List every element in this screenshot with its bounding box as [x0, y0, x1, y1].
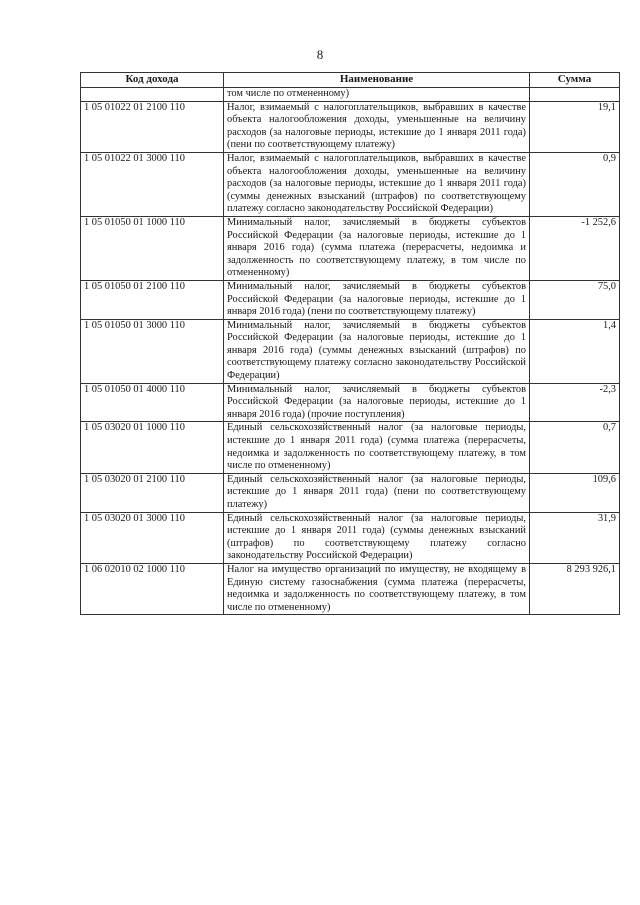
- cell-code: 1 06 02010 02 1000 110: [81, 563, 224, 614]
- cell-sum: 75,0: [530, 280, 620, 319]
- table-row: [81, 152, 620, 216]
- cell-code: 1 05 01050 01 2100 110: [81, 280, 224, 319]
- cell-name: Единый сельскохозяйственный налог (за налоговые периоды, истекшие до 1 января 2011 года) (пени по соответствующему платежу): [224, 473, 530, 512]
- cell-name: Минимальный налог, зачисляемый в бюджеты субъектов Российской Федерации (за налоговые периоды, истекшие до 1 января 2016 года) (сумма платежа (перерасчеты, недоимка и задолженность по соответствующему платежу, в том числе по отмененному): [224, 216, 530, 280]
- cell-sum: 0,9: [530, 152, 620, 216]
- cell-sum: -2,3: [530, 383, 620, 422]
- table-row: [81, 563, 620, 614]
- header-sum: Сумма: [530, 73, 620, 88]
- cell-sum: [530, 88, 620, 102]
- cell-name: Единый сельскохозяйственный налог (за налоговые периоды, истекшие до 1 января 2011 года) (суммы денежных взысканий (штрафов) по соответствующему платежу согласно законодательству Российской Федерации): [224, 512, 530, 563]
- table-header-row: [81, 73, 620, 88]
- cell-code: 1 05 01022 01 3000 110: [81, 152, 224, 216]
- cell-code: 1 05 03020 01 3000 110: [81, 512, 224, 563]
- cell-code: 1 05 01050 01 4000 110: [81, 383, 224, 422]
- cell-name: Единый сельскохозяйственный налог (за налоговые периоды, истекшие до 1 января 2011 года) (сумма платежа (перерасчеты, недоимка и задолженность по соответствующему платежу, в том числе по отмененному): [224, 422, 530, 473]
- cell-sum: 0,7: [530, 422, 620, 473]
- cell-name: Налог, взимаемый с налогоплательщиков, выбравших в качестве объекта налогообложения доходы, уменьшенные на величину расходов (за налоговые периоды, истекшие до 1 января 2011 года) (суммы денежных взысканий (штрафов) по соответствующему платежу согласно законодательству Российской Федерации): [224, 152, 530, 216]
- cell-code: 1 05 03020 01 1000 110: [81, 422, 224, 473]
- table-row: [81, 280, 620, 319]
- table-row: [81, 422, 620, 473]
- cell-sum: 109,6: [530, 473, 620, 512]
- header-name: Наименование: [224, 73, 530, 88]
- cell-sum: 8 293 926,1: [530, 563, 620, 614]
- table-row: [81, 216, 620, 280]
- header-code: Код дохода: [81, 73, 224, 88]
- cell-code: 1 05 03020 01 2100 110: [81, 473, 224, 512]
- cell-code: 1 05 01022 01 2100 110: [81, 101, 224, 152]
- cell-name: Минимальный налог, зачисляемый в бюджеты субъектов Российской Федерации (за налоговые периоды, истекшие до 1 января 2016 года) (прочие поступления): [224, 383, 530, 422]
- cell-code: 1 05 01050 01 3000 110: [81, 319, 224, 383]
- cell-name: Налог на имущество организаций по имуществу, не входящему в Единую систему газоснабжения (сумма платежа (перерасчеты, недоимка и задолженность по соответствующему платежу, в том числе по отмененному): [224, 563, 530, 614]
- cell-sum: 1,4: [530, 319, 620, 383]
- cell-sum: 31,9: [530, 512, 620, 563]
- table-row: [81, 512, 620, 563]
- table-row: [81, 473, 620, 512]
- cell-code: [81, 88, 224, 102]
- table-row: [81, 383, 620, 422]
- cell-sum: -1 252,6: [530, 216, 620, 280]
- cell-name: Минимальный налог, зачисляемый в бюджеты субъектов Российской Федерации (за налоговые периоды, истекшие до 1 января 2016 года) (пени по соответствующему платежу): [224, 280, 530, 319]
- cell-name: том числе по отмененному): [224, 88, 530, 102]
- revenue-table: [80, 72, 620, 615]
- table-row: [81, 319, 620, 383]
- table-row-continuation: [81, 88, 620, 102]
- cell-code: 1 05 01050 01 1000 110: [81, 216, 224, 280]
- cell-name: Минимальный налог, зачисляемый в бюджеты субъектов Российской Федерации (за налоговые периоды, истекшие до 1 января 2016 года) (суммы денежных взысканий (штрафов) по соответствующему платежу согласно законодательству Российской Федерации): [224, 319, 530, 383]
- page-number: 8: [316, 47, 324, 62]
- cell-sum: 19,1: [530, 101, 620, 152]
- table-row: [81, 101, 620, 152]
- cell-name: Налог, взимаемый с налогоплательщиков, выбравших в качестве объекта налогообложения доходы, уменьшенные на величину расходов (за налоговые периоды, истекшие до 1 января 2011 года) (пени по соответствующему платежу): [224, 101, 530, 152]
